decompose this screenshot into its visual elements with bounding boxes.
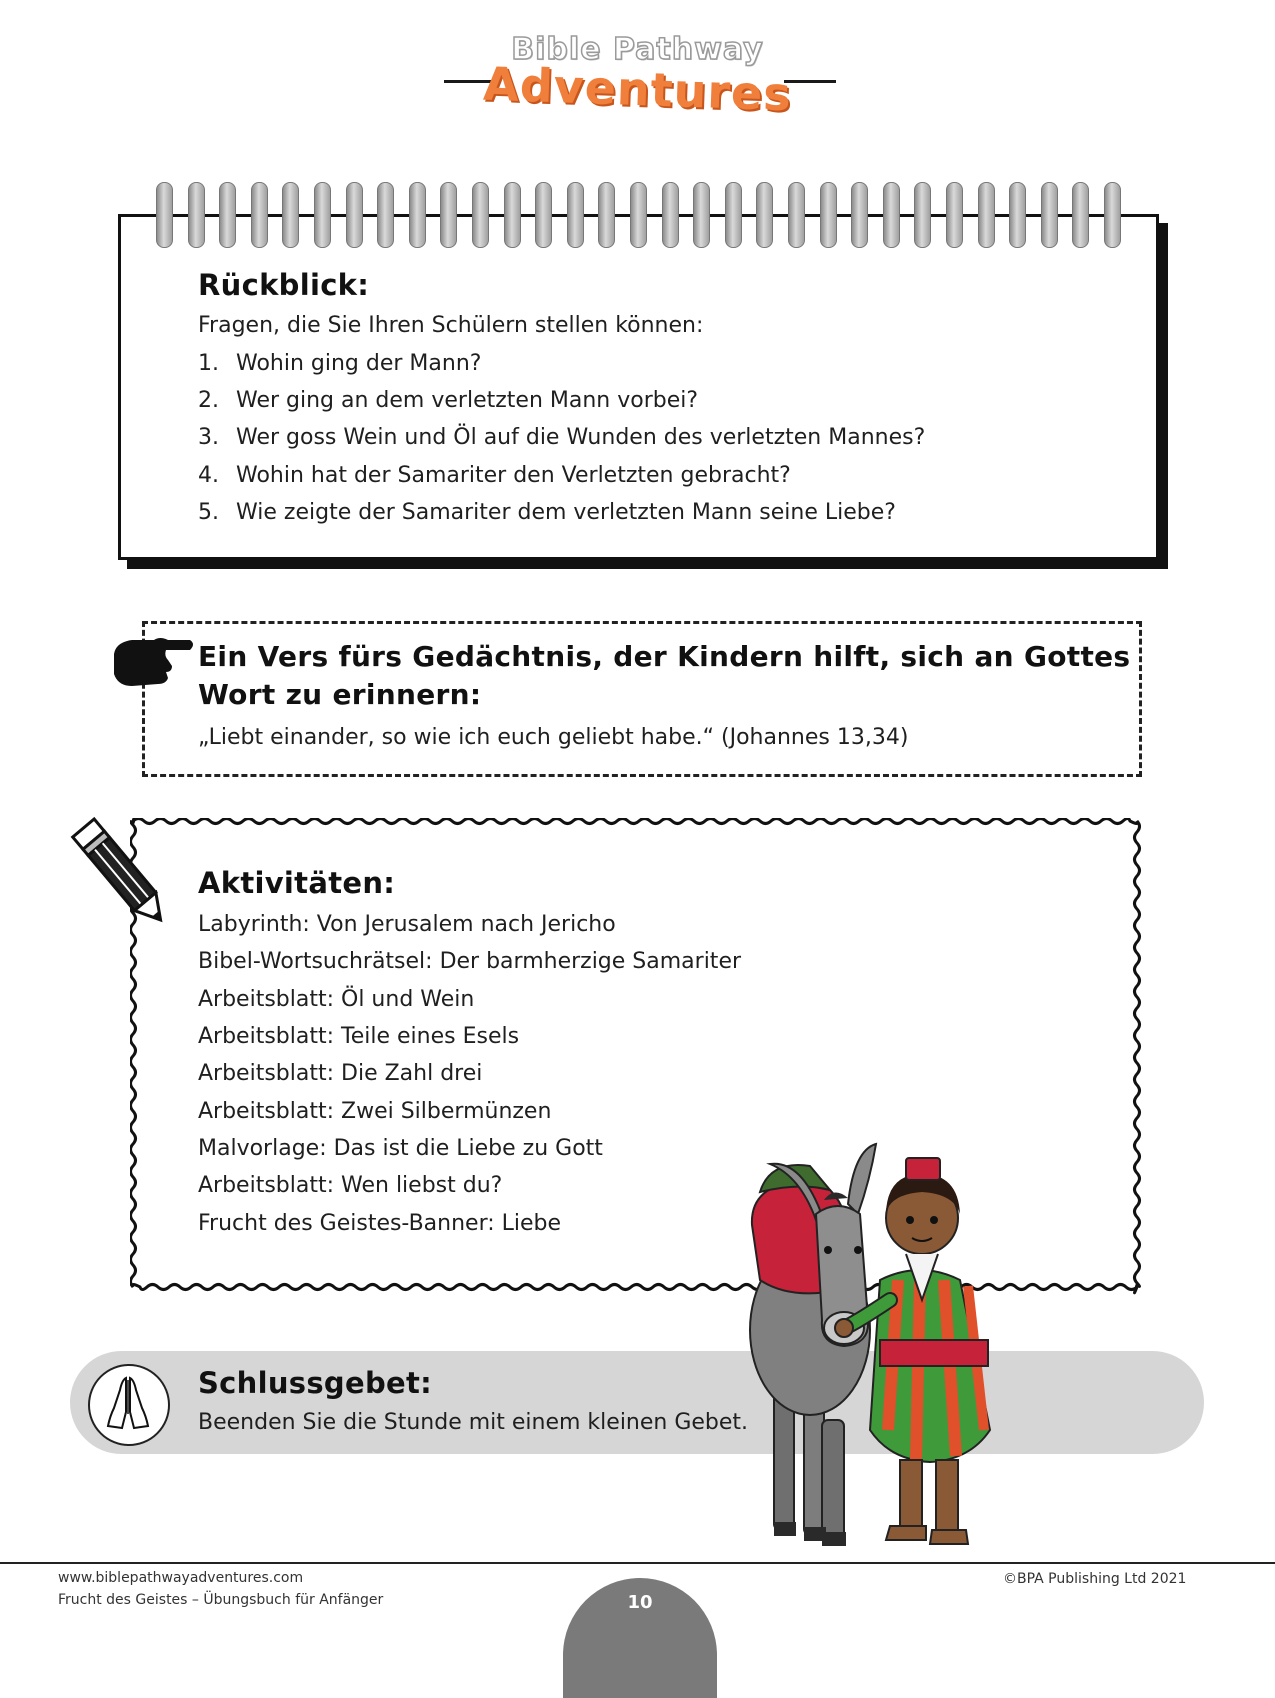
logo-line-1: Bible Pathway bbox=[511, 32, 764, 67]
spiral-ring bbox=[472, 182, 489, 248]
spiral-ring bbox=[725, 182, 742, 248]
spiral-ring bbox=[788, 182, 805, 248]
spiral-ring bbox=[377, 182, 394, 248]
question-text: Wie zeigte der Samariter dem verletzten Mann seine Liebe? bbox=[236, 500, 896, 525]
question-number: 4. bbox=[198, 463, 219, 488]
spiral-ring bbox=[219, 182, 236, 248]
logo-line-2: Adventures bbox=[482, 56, 793, 122]
spiral-ring bbox=[851, 182, 868, 248]
footer-website: www.biblepathwayadventures.com bbox=[58, 1570, 304, 1586]
spiral-ring bbox=[1009, 182, 1026, 248]
review-title: Rückblick: bbox=[198, 268, 370, 302]
footer-rule bbox=[0, 1562, 1275, 1564]
spiral-ring bbox=[535, 182, 552, 248]
spiral-ring bbox=[251, 182, 268, 248]
pencil-icon bbox=[66, 808, 178, 940]
spiral-ring bbox=[346, 182, 363, 248]
question-number: 5. bbox=[198, 500, 219, 525]
spiral-ring bbox=[883, 182, 900, 248]
memory-verse-title-2: Wort zu erinnern: bbox=[198, 678, 482, 711]
pointing-hand-icon bbox=[110, 632, 196, 692]
activity-item: Frucht des Geistes-Banner: Liebe bbox=[198, 1211, 562, 1236]
spiral-ring bbox=[946, 182, 963, 248]
activity-item: Arbeitsblatt: Die Zahl drei bbox=[198, 1061, 483, 1086]
spiral-ring bbox=[820, 182, 837, 248]
activity-item: Arbeitsblatt: Wen liebst du? bbox=[198, 1173, 503, 1198]
spiral-ring bbox=[188, 182, 205, 248]
question-text: Wohin ging der Mann? bbox=[236, 351, 482, 376]
activities-title: Aktivitäten: bbox=[198, 866, 396, 900]
closing-prayer-title: Schlussgebet: bbox=[198, 1366, 433, 1400]
memory-verse-text: „Liebt einander, so wie ich euch geliebt habe.“ (Johannes 13,34) bbox=[198, 725, 909, 750]
question-number: 1. bbox=[198, 351, 219, 376]
spiral-ring bbox=[598, 182, 615, 248]
spiral-ring bbox=[440, 182, 457, 248]
spiral-ring bbox=[504, 182, 521, 248]
spiral-ring bbox=[630, 182, 647, 248]
spiral-ring bbox=[567, 182, 584, 248]
spiral-ring bbox=[756, 182, 773, 248]
spiral-ring bbox=[1104, 182, 1121, 248]
boy-with-donkey-illustration bbox=[730, 1130, 1030, 1560]
activity-item: Arbeitsblatt: Öl und Wein bbox=[198, 987, 475, 1012]
spiral-ring bbox=[978, 182, 995, 248]
activity-item: Arbeitsblatt: Teile eines Esels bbox=[198, 1024, 520, 1049]
review-intro: Fragen, die Sie Ihren Schülern stellen können: bbox=[198, 313, 704, 338]
activity-item: Labyrinth: Von Jerusalem nach Jericho bbox=[198, 912, 616, 937]
question-number: 2. bbox=[198, 388, 219, 413]
closing-prayer-text: Beenden Sie die Stunde mit einem kleinen Gebet. bbox=[198, 1410, 749, 1435]
activity-item: Arbeitsblatt: Zwei Silbermünzen bbox=[198, 1099, 552, 1124]
spiral-ring bbox=[914, 182, 931, 248]
spiral-ring bbox=[156, 182, 173, 248]
question-number: 3. bbox=[198, 425, 219, 450]
spiral-ring bbox=[314, 182, 331, 248]
activity-item: Malvorlage: Das ist die Liebe zu Gott bbox=[198, 1136, 603, 1161]
question-text: Wer goss Wein und Öl auf die Wunden des verletzten Mannes? bbox=[236, 425, 926, 450]
activity-item: Bibel-Wortsuchrätsel: Der barmherzige Samariter bbox=[198, 949, 742, 974]
page-number: 10 bbox=[627, 1592, 653, 1613]
footer-copyright: ©BPA Publishing Ltd 2021 bbox=[1003, 1571, 1187, 1587]
spiral-ring bbox=[1041, 182, 1058, 248]
footer-book-title: Frucht des Geistes – Übungsbuch für Anfänger bbox=[58, 1592, 384, 1608]
spiral-ring bbox=[693, 182, 710, 248]
question-text: Wer ging an dem verletzten Mann vorbei? bbox=[236, 388, 699, 413]
memory-verse-title-1: Ein Vers fürs Gedächtnis, der Kindern hilft, sich an Gottes bbox=[198, 640, 1131, 673]
spiral-ring bbox=[409, 182, 426, 248]
spiral-ring bbox=[1072, 182, 1089, 248]
praying-hands-icon bbox=[98, 1372, 158, 1434]
spiral-ring bbox=[282, 182, 299, 248]
spiral-ring bbox=[662, 182, 679, 248]
question-text: Wohin hat der Samariter den Verletzten gebracht? bbox=[236, 463, 791, 488]
